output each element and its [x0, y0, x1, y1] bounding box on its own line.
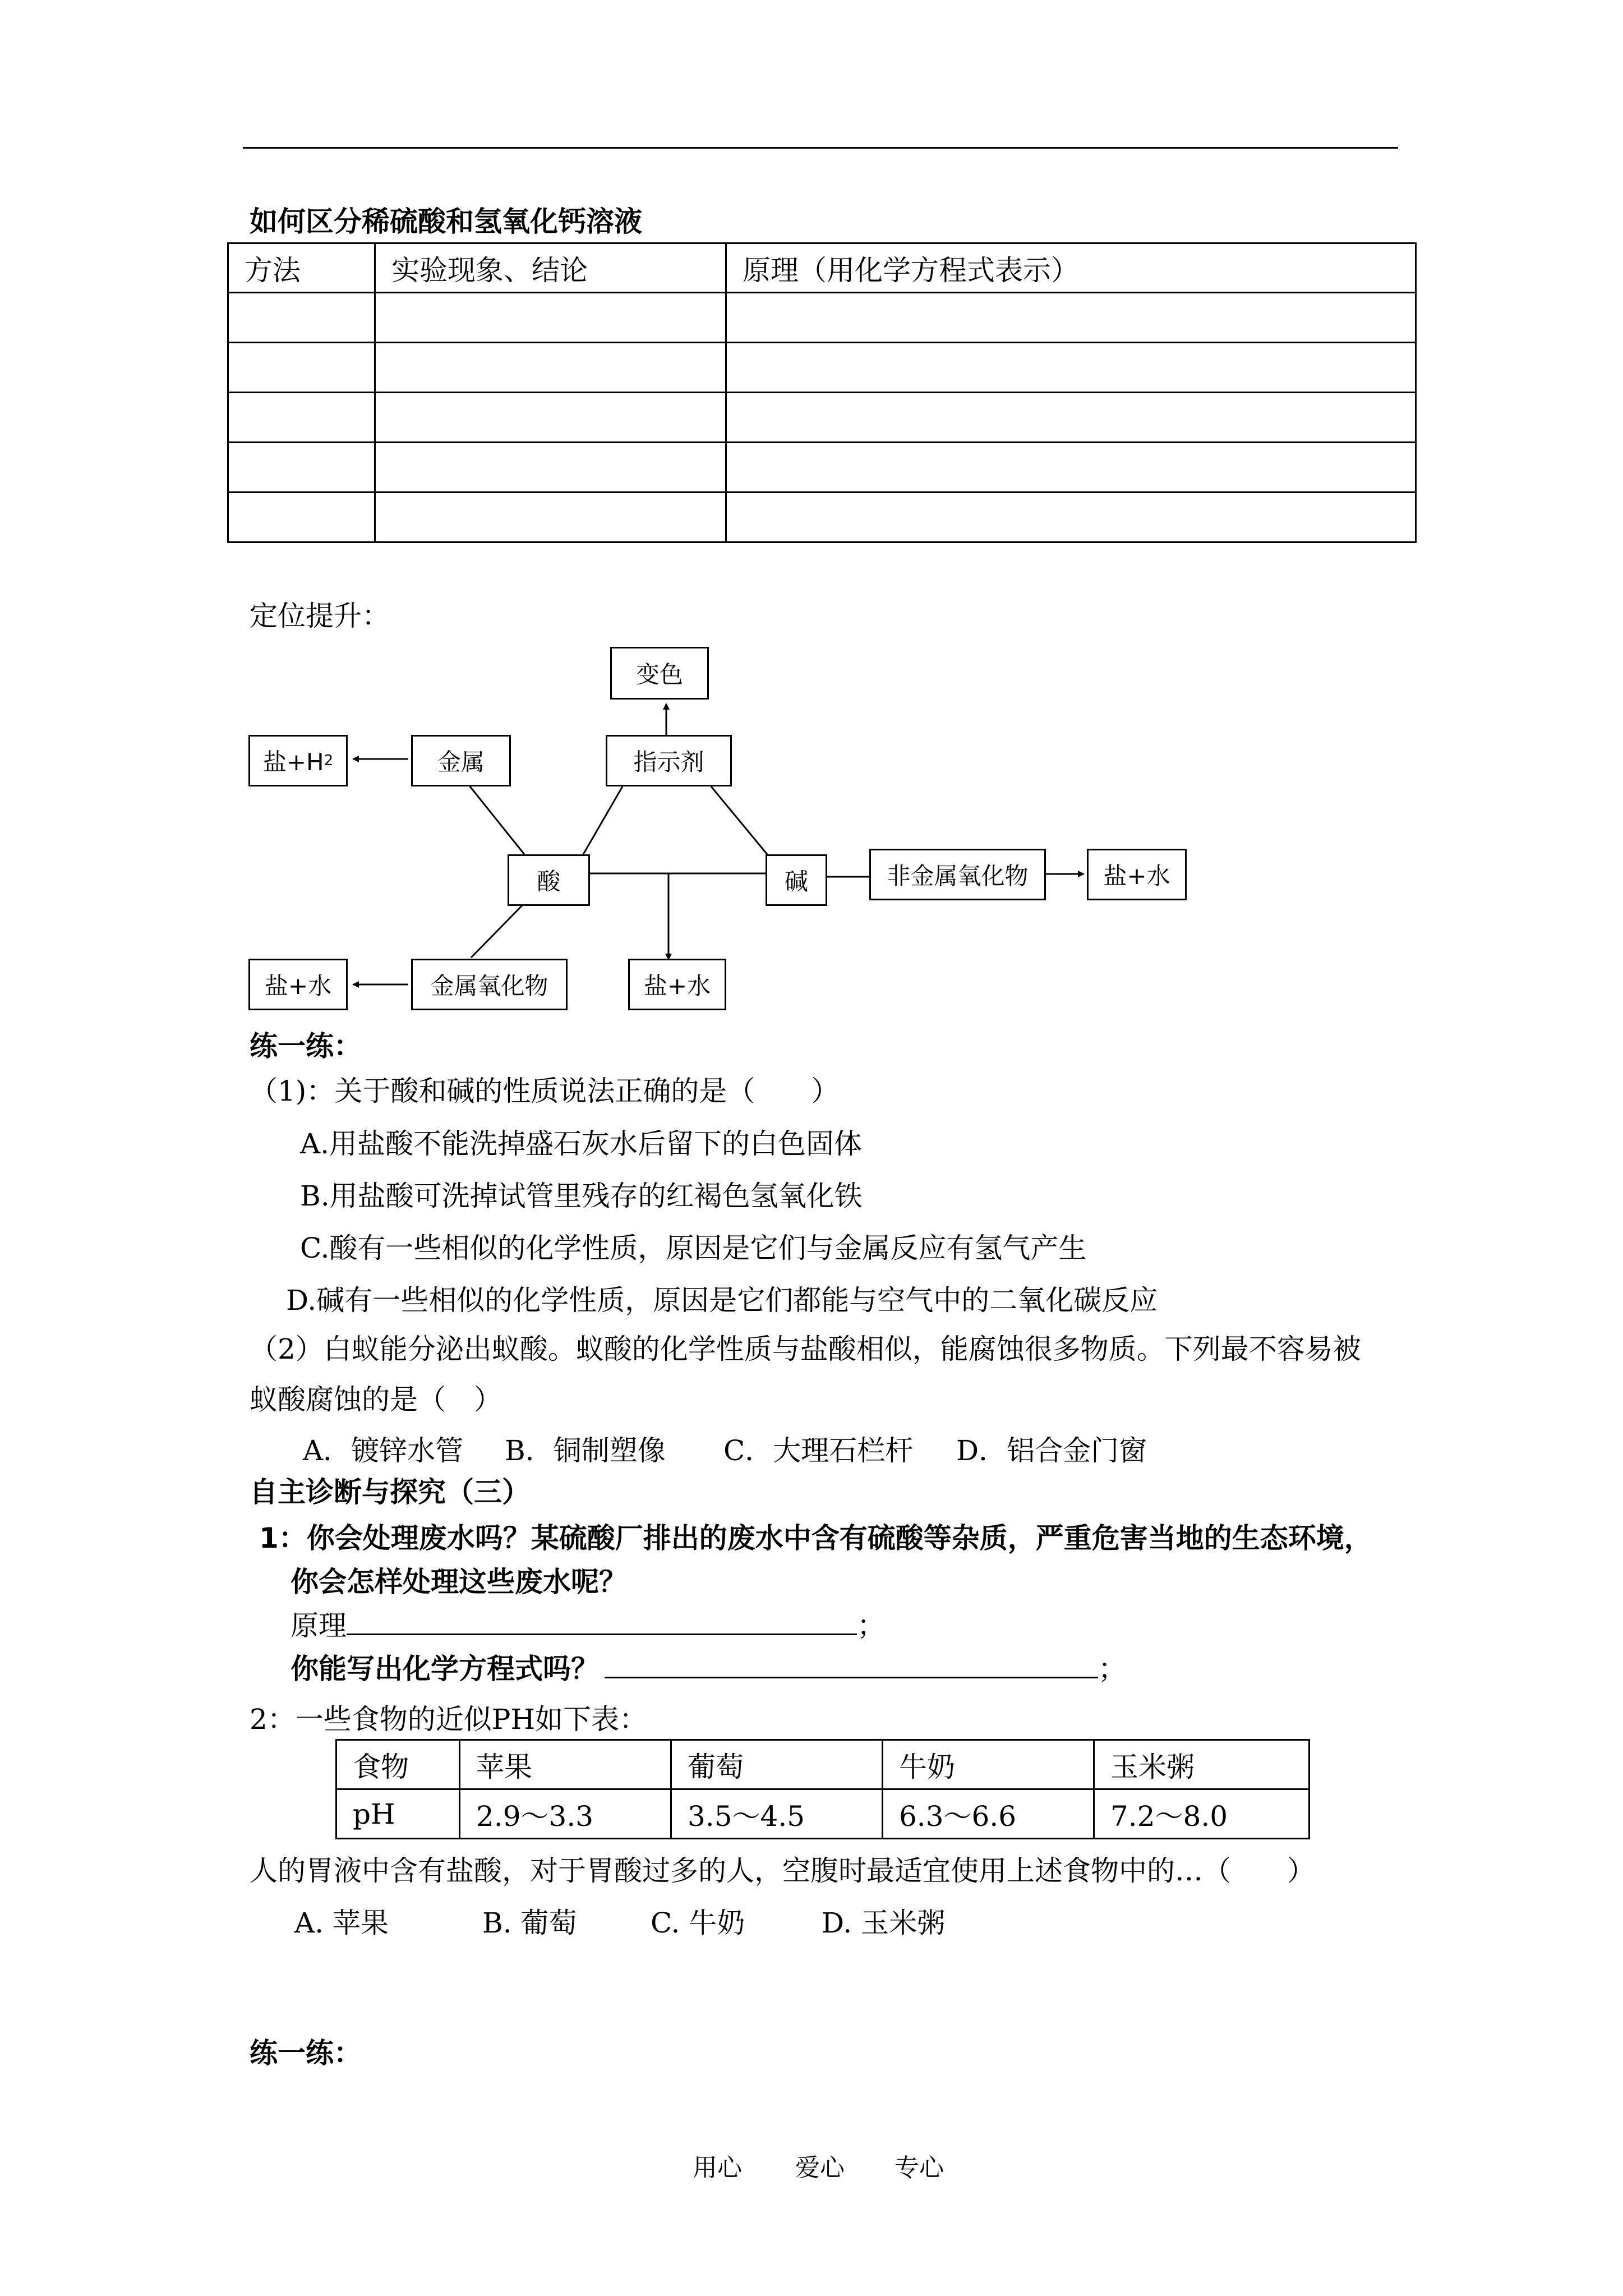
node-change-color: 变色	[610, 647, 709, 700]
stomach-acid-option[interactable]: A. 苹果	[294, 1907, 389, 1939]
wastewater-question-cont: 你会怎样处理这些废水呢？	[291, 1566, 627, 1598]
ph-cell: 7.2～8.0	[1094, 1789, 1310, 1839]
node-salt-water-right: 盐+水	[1087, 849, 1187, 900]
equation-end: ；	[1098, 1653, 1126, 1685]
header-cell: 实验现象、结论	[375, 243, 726, 293]
line-indicator-acid	[583, 786, 623, 854]
question-2-option[interactable]: D．铝合金门窗	[956, 1434, 1147, 1467]
equation-blank[interactable]	[605, 1652, 1098, 1678]
food-cell: 食物	[336, 1740, 460, 1789]
equation-label: 你能写出化学方程式吗？	[291, 1653, 599, 1685]
principle-label: 原理	[291, 1609, 347, 1642]
stomach-acid-option[interactable]: C. 牛奶	[651, 1907, 745, 1939]
stomach-acid-option[interactable]: D. 玉米粥	[822, 1907, 946, 1939]
principle-end: ；	[857, 1609, 885, 1642]
question-1-option[interactable]: C.酸有一些相似的化学性质，原因是它们与金属反应有氢气产生	[300, 1232, 1087, 1264]
node-salt-water-left: 盐+水	[248, 959, 348, 1010]
line-metal-acid	[470, 786, 524, 854]
header-cell: 方法	[228, 243, 375, 293]
footer-text: 用心	[693, 2154, 742, 2182]
question-2-stem: （2）白蚁能分泌出蚁酸。蚁酸的化学性质与盐酸相似，能腐蚀很多物质。下列最不容易被	[250, 1333, 1361, 1365]
food-row	[336, 1740, 1310, 1789]
ph-cell: 2.9～3.3	[460, 1789, 671, 1839]
question-2-option[interactable]: A．镀锌水管	[303, 1434, 464, 1467]
node-base: 碱	[766, 854, 827, 906]
principle-line	[291, 1609, 885, 1642]
section-title: 如何区分稀硫酸和氢氧化钙溶液	[250, 205, 642, 238]
line-acid-metal-oxide	[471, 899, 528, 958]
node-indicator: 指示剂	[606, 735, 732, 786]
equation-line	[291, 1652, 1126, 1686]
node-metal: 金属	[411, 735, 511, 786]
stomach-acid-option[interactable]: B. 葡萄	[482, 1907, 577, 1939]
ph-cell: 6.3～6.6	[883, 1789, 1094, 1839]
wastewater-question: 1：你会处理废水吗？某硫酸厂排出的废水中含有硫酸等杂质，严重危害当地的生态环境，	[259, 1522, 1372, 1554]
practice-2-heading: 练一练：	[250, 2037, 362, 2069]
question-1-stem: （1)：关于酸和碱的性质说法正确的是（ ）	[250, 1075, 840, 1107]
ph-cell: pH	[336, 1789, 460, 1839]
food-cell: 葡萄	[671, 1740, 883, 1789]
ph-cell: 3.5～4.5	[671, 1789, 883, 1839]
node-nonmetal-oxide: 非金属氧化物	[869, 849, 1046, 900]
diagram-heading: 定位提升：	[250, 600, 390, 632]
question-2-option[interactable]: B．铜制塑像	[505, 1434, 666, 1467]
question-2-option[interactable]: C．大理石栏杆	[723, 1434, 914, 1467]
food-ph-table	[335, 1739, 1310, 1839]
line-indicator-base	[711, 786, 767, 854]
node-acid: 酸	[508, 854, 590, 906]
question-1-option[interactable]: D.碱有一些相似的化学性质，原因是它们都能与空气中的二氧化碳反应	[286, 1284, 1158, 1317]
question-2-stem-cont: 蚁酸腐蚀的是（ ）	[250, 1383, 502, 1416]
section-3-heading: 自主诊断与探究（三）	[250, 1476, 530, 1508]
practice-heading: 练一练：	[250, 1030, 362, 1062]
footer-text: 专心	[895, 2154, 944, 2182]
node-metal-oxide: 金属氧化物	[411, 959, 568, 1010]
node-salt-h2: 盐+H 2	[248, 735, 348, 786]
ph-row	[336, 1789, 1310, 1839]
food-cell: 牛奶	[883, 1740, 1094, 1789]
food-cell: 苹果	[460, 1740, 671, 1789]
header-cell: 原理（用化学方程式表示）	[726, 243, 1416, 293]
food-ph-intro: 2：一些食物的近似PH如下表：	[250, 1703, 648, 1736]
question-1-option[interactable]: A.用盐酸不能洗掉盛石灰水后留下的白色固体	[300, 1128, 863, 1160]
footer-text: 爱心	[795, 2154, 845, 2182]
food-cell: 玉米粥	[1094, 1740, 1310, 1789]
principle-blank[interactable]	[347, 1609, 857, 1635]
stomach-acid-question: 人的胃液中含有盐酸，对于胃酸过多的人，空腹时最适宜使用上述食物中的…（ ）	[250, 1855, 1315, 1887]
node-salt-water-bottom: 盐+水	[628, 959, 726, 1010]
question-1-option[interactable]: B.用盐酸可洗掉试管里残存的红褐色氢氧化铁	[300, 1180, 863, 1212]
